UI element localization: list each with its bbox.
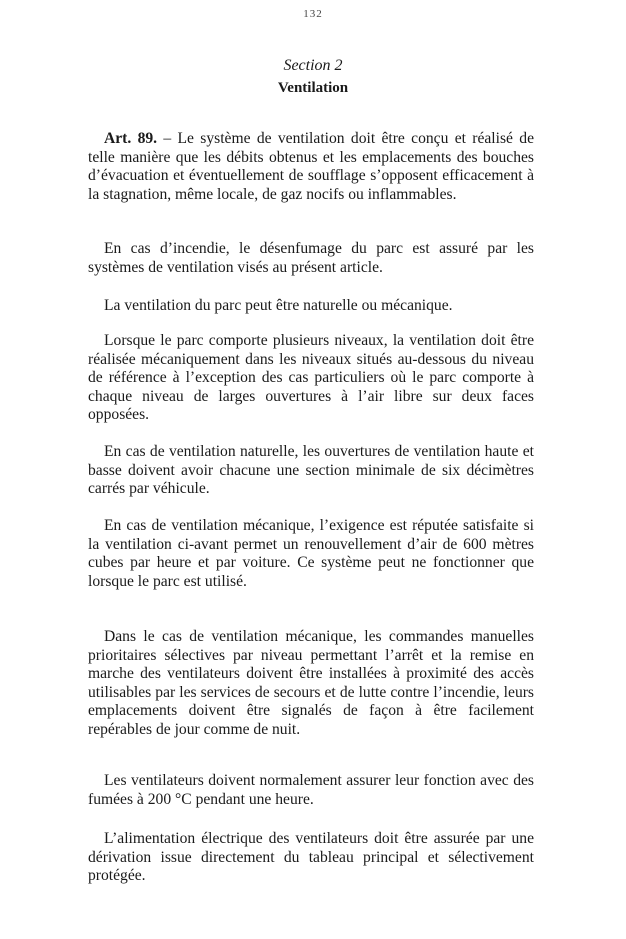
paragraph-text: – Le système de ventilation doit être conçu et réalisé de telle manière que les débits obtenus et les emplacements des bouches d’évacuation et éventuellement de soufflage s’opposent efficacement à la stagnation, même locale, de gaz nocifs ou inflammables. (88, 130, 535, 203)
page-number: 132 (303, 8, 323, 20)
paragraph-ventilateurs-fumees: Les ventilateurs doivent normalement assurer leur fonction avec des fumées à 200 °C pendant une heure. (88, 772, 534, 808)
article-number: Art. 89. (104, 130, 158, 147)
paragraph-article-89 (88, 130, 534, 204)
section-title: Ventilation (277, 80, 349, 96)
paragraph-plusieurs-niveaux: Lorsque le parc comporte plusieurs niveaux, la ventilation doit être réalisée mécaniquement dans les niveaux situés au-dessous du niveau de référence à l’exception des cas particuliers où le parc comporte à chaque niveau de larges ouvertures à l’air libre sur deux faces opposées. (88, 332, 534, 423)
paragraph-ventilation-naturelle: En cas de ventilation naturelle, les ouvertures de ventilation haute et basse doivent avoir chacune une section minimale de six décimètres carrés par véhicule. (88, 443, 534, 497)
section-label: Section 2 (283, 57, 343, 74)
paragraph-alimentation-electrique: L’alimentation électrique des ventilateurs doit être assurée par une dérivation issue directement du tableau principal et sélectivement protégée. (88, 830, 534, 884)
paragraph-ventilation-mecanique: En cas de ventilation mécanique, l’exigence est réputée satisfaite si la ventilation ci-avant permet un renouvellement d’air de 600 mètres cubes par heure et par voiture. Ce système peut ne fonctionner que lorsque le parc est utilisé. (88, 517, 534, 590)
paragraph-commandes-manuelles: Dans le cas de ventilation mécanique, les commandes manuelles prioritaires sélectives par niveau permettant l’arrêt et la remise en marche des ventilateurs doivent être installées à proximité des accès utilisables par les services de secours et de lutte contre l’incendie, leurs emplacements doivent être signalés de façon à être facilement repérables de jour comme de nuit. (88, 628, 534, 738)
paragraph-desenfumage: En cas d’incendie, le désenfumage du parc est assuré par les systèmes de ventilation visés au présent article. (88, 240, 534, 276)
paragraph-ventilation-type: La ventilation du parc peut être naturelle ou mécanique. (104, 297, 453, 314)
